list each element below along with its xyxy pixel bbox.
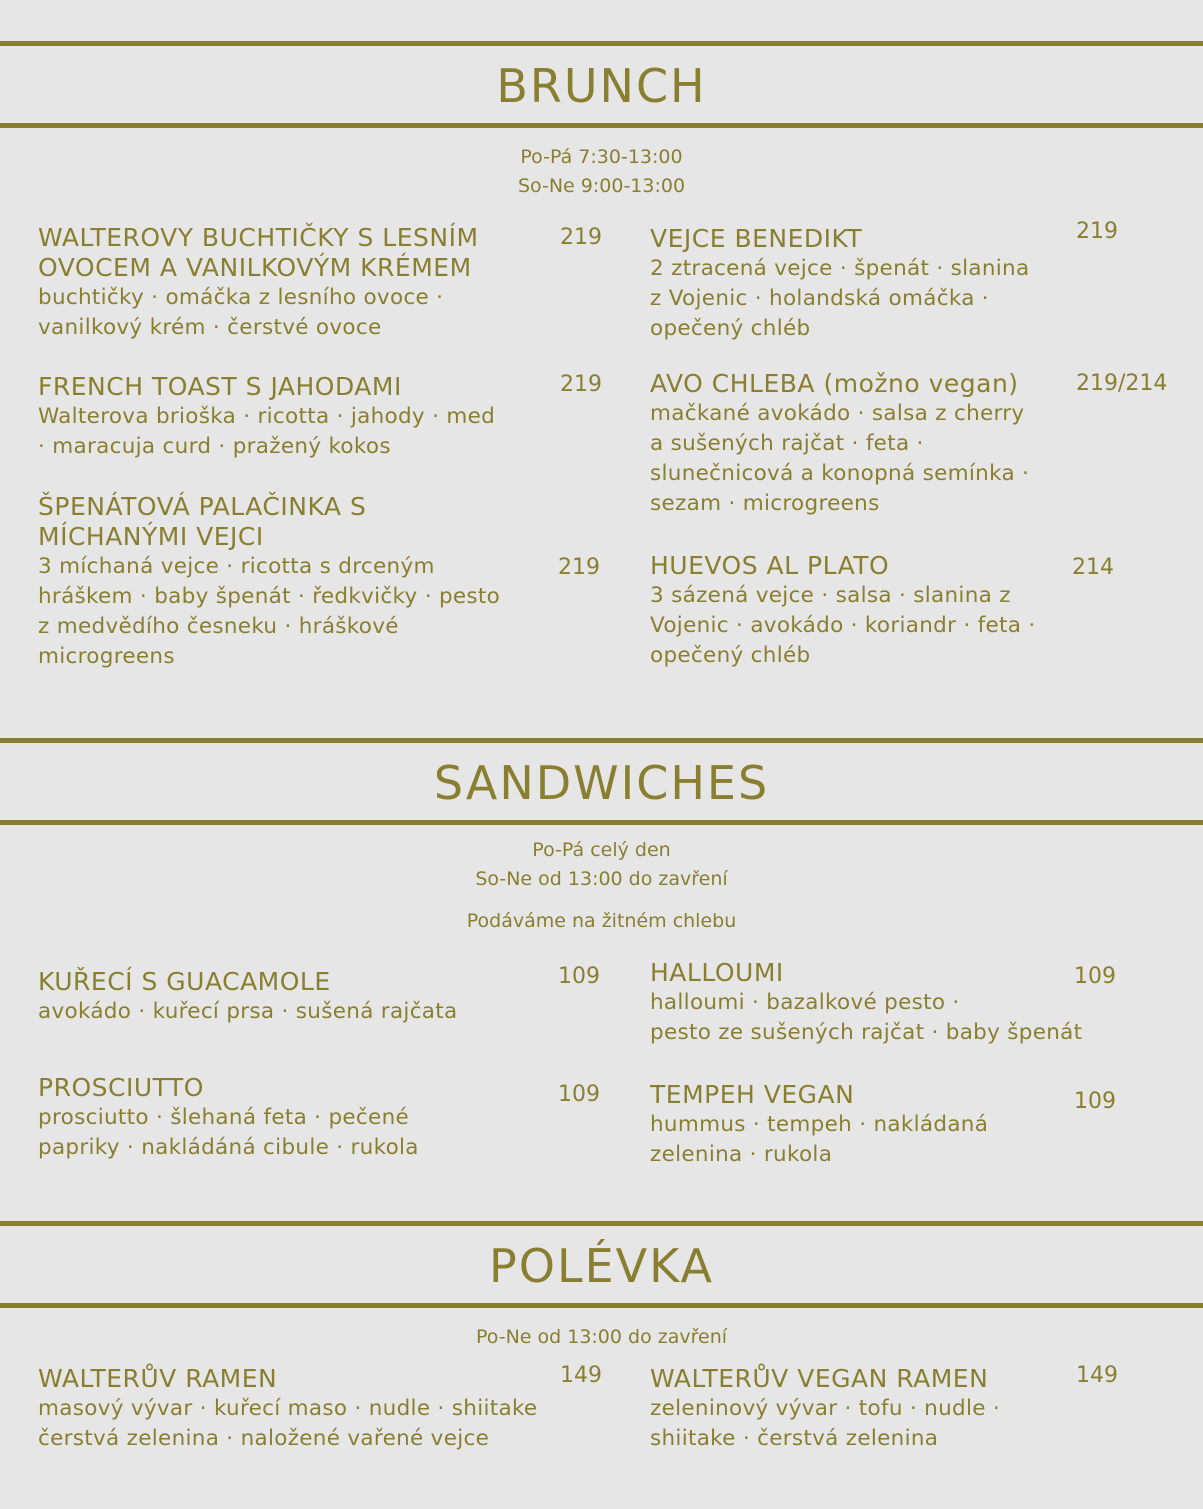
item-description: 2 ztracená vejce · špenát · slanina — [650, 256, 1030, 281]
item-name: KUŘECÍ S GUACAMOLE — [38, 967, 331, 996]
item-price: 214 — [1072, 555, 1114, 580]
item-description: Walterova brioška · ricotta · jahody · med — [38, 404, 496, 429]
brunch-hours — [0, 143, 1203, 201]
item-description: sezam · microgreens — [650, 491, 880, 516]
item-description: 3 sázená vejce · salsa · slanina z — [650, 583, 1011, 608]
menu-item — [38, 1073, 419, 1163]
item-price: 219 — [1076, 219, 1118, 244]
menu-item — [650, 551, 1036, 671]
divider — [0, 123, 1203, 128]
item-name: WALTEROVY BUCHTIČKY S LESNÍM — [38, 223, 479, 252]
item-name: WALTERŮV VEGAN RAMEN — [650, 1364, 989, 1393]
item-description: slunečnicová a konopná semínka · — [650, 461, 1030, 486]
item-description: buchtičky · omáčka z lesního ovoce · — [38, 285, 444, 310]
menu-item — [650, 958, 1082, 1048]
item-price: 219/214 — [1076, 371, 1168, 396]
item-description: mačkané avokádo · salsa z cherry — [650, 401, 1025, 426]
item-price: 219 — [560, 372, 602, 397]
item-description: halloumi · bazalkové pesto · — [650, 990, 960, 1015]
menu-item — [650, 1080, 988, 1170]
item-description: shiitake · čerstvá zelenina — [650, 1426, 939, 1451]
item-name: OVOCEM A VANILKOVÝM KRÉMEM — [38, 253, 472, 282]
item-price: 109 — [1074, 964, 1116, 989]
item-description: opečený chléb — [650, 643, 811, 668]
menu-item — [650, 1364, 1000, 1454]
item-name: MÍCHANÝMI VEJCI — [38, 522, 264, 551]
item-name: HUEVOS AL PLATO — [650, 551, 890, 580]
menu-item — [38, 372, 495, 462]
item-description: avokádo · kuřecí prsa · sušená rajčata — [38, 999, 458, 1024]
item-description: zeleninový vývar · tofu · nudle · — [650, 1396, 1001, 1421]
item-price: 109 — [558, 1082, 600, 1107]
hours-line: So-Ne 9:00-13:00 — [517, 175, 686, 197]
menu-item — [38, 967, 458, 1027]
section-title-sandwiches: SANDWICHES — [433, 756, 770, 810]
menu-item — [38, 223, 479, 343]
item-price: 149 — [1076, 1363, 1118, 1388]
item-name: PROSCIUTTO — [38, 1073, 204, 1102]
item-price: 149 — [560, 1363, 602, 1388]
item-description: opečený chléb — [650, 316, 811, 341]
hours-line: Po-Pá 7:30-13:00 — [520, 146, 683, 168]
item-description: z Vojenic · holandská omáčka · — [650, 286, 989, 311]
divider — [0, 1221, 1203, 1226]
item-description: prosciutto · šlehaná feta · pečené — [38, 1105, 410, 1130]
item-description: Vojenic · avokádo · koriandr · feta · — [650, 613, 1036, 638]
section-title-brunch: BRUNCH — [496, 59, 707, 113]
item-name: ŠPENÁTOVÁ PALAČINKA S — [38, 492, 367, 521]
hours-line: Po-Pá celý den — [532, 839, 671, 861]
item-description: čerstvá zelenina · naložené vařené vejce — [38, 1426, 490, 1451]
item-name: AVO CHLEBA (možno vegan) — [650, 369, 1019, 398]
item-name: HALLOUMI — [650, 958, 784, 987]
item-description: hráškem · baby špenát · ředkvičky · pesto — [38, 584, 501, 609]
item-price: 109 — [558, 964, 600, 989]
item-name: TEMPEH VEGAN — [650, 1080, 855, 1109]
sandwiches-hours — [0, 836, 1203, 894]
hours-line: So-Ne od 13:00 do zavření — [475, 868, 728, 890]
item-description: microgreens — [38, 644, 175, 669]
divider — [0, 1303, 1203, 1308]
item-description: 3 míchaná vejce · ricotta s drceným — [38, 554, 435, 579]
menu-item — [38, 1364, 537, 1454]
divider — [0, 738, 1203, 743]
item-price: 219 — [560, 225, 602, 250]
menu-item — [38, 492, 500, 672]
item-description: zelenina · rukola — [650, 1142, 833, 1167]
item-description: hummus · tempeh · nakládaná — [650, 1112, 989, 1137]
item-description: · maracuja curd · pražený kokos — [38, 434, 391, 459]
section-title-polevka: POLÉVKA — [489, 1239, 714, 1293]
item-description: z medvědího česneku · hráškové — [38, 614, 399, 639]
sandwiches-note: Podáváme na žitném chlebu — [466, 910, 737, 932]
item-name: FRENCH TOAST S JAHODAMI — [38, 372, 402, 401]
item-description: pesto ze sušených rajčat · baby špenát — [650, 1020, 1083, 1045]
item-name: WALTERŮV RAMEN — [38, 1364, 278, 1393]
divider — [0, 41, 1203, 46]
item-name: VEJCE BENEDIKT — [650, 224, 863, 253]
divider — [0, 820, 1203, 825]
item-description: vanilkový krém · čerstvé ovoce — [38, 315, 382, 340]
item-price: 219 — [558, 555, 600, 580]
item-description: masový vývar · kuřecí maso · nudle · shiitake — [38, 1396, 538, 1421]
menu-item — [650, 369, 1029, 519]
item-description: a sušených rajčat · feta · — [650, 431, 924, 456]
menu-item — [650, 224, 1029, 344]
item-description: papriky · nakládáná cibule · rukola — [38, 1135, 419, 1160]
item-price: 109 — [1074, 1089, 1116, 1114]
polevka-hours: Po-Ne od 13:00 do zavření — [475, 1326, 728, 1348]
